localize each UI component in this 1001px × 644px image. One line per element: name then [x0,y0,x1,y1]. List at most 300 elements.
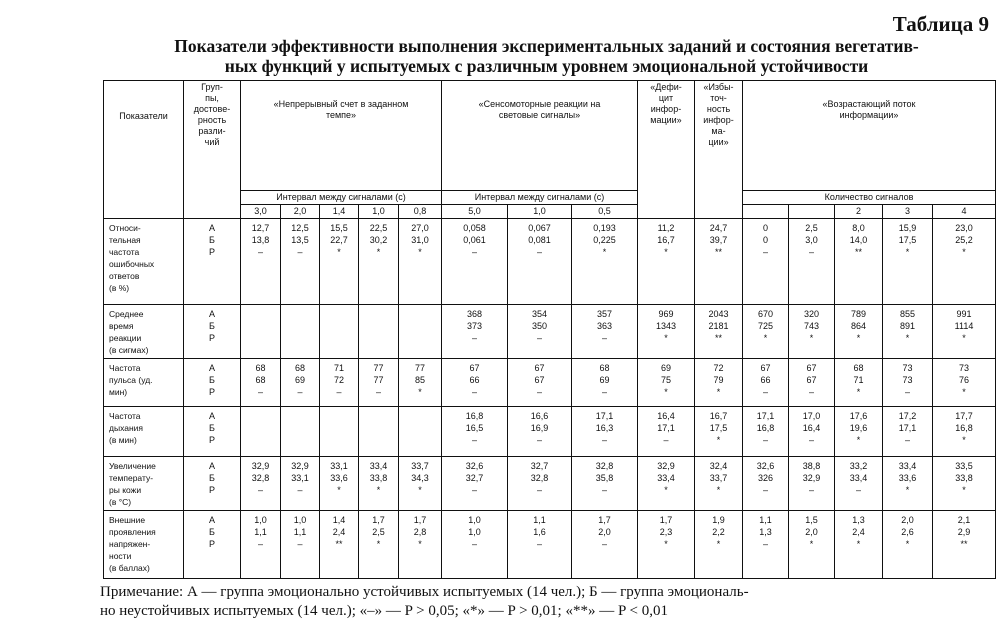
cell-value: 1,1 [254,527,267,537]
cell-value: * [905,333,910,343]
header-line: цит [658,93,674,103]
subcol-header: 1,0 [508,205,572,219]
cell-value: 67 [806,363,817,373]
cell-value: 32,6 [465,461,484,471]
cell-value: 0,193 [593,223,616,233]
cell-value: 15,5 [330,223,348,233]
table-cell [241,219,281,305]
cell-value: – [257,247,263,257]
cell-value: – [297,539,303,549]
cell-value: – [808,435,814,445]
table-cell [933,407,996,457]
table-cell [508,305,572,359]
table-cell [399,407,442,457]
cell-value: 32,6 [756,461,775,471]
cell-value: * [664,387,668,397]
cell-value: 32,7 [530,461,549,471]
cell-value: – [536,539,542,549]
table-cell [281,359,320,407]
cell-value: 991 [956,309,972,319]
row-indicator [104,511,184,579]
cell-value: – [601,539,607,549]
table-row [104,305,996,359]
cell-value: 69 [294,375,305,385]
cell-value: – [471,333,477,343]
caption-line-2: ных функций у испытуемых с различным уровнем эмоциональной устойчивости [224,56,869,76]
cell-value: – [257,387,263,397]
cell-value: 16,5 [465,423,484,433]
header-sensomotor [442,81,638,191]
cell-value [361,308,396,320]
cell-value: * [418,485,422,495]
cell-value: * [418,387,422,397]
cell-value: * [376,539,381,549]
group-line: Б [209,235,215,245]
cell-value: 8,0 [852,223,865,233]
cell-value: 0,061 [463,235,486,245]
header-line: «Избы- [703,82,734,92]
cell-value: 2181 [708,321,729,331]
cell-value: * [337,247,341,257]
cell-value: 2,4 [852,527,865,537]
cell-value: – [536,247,542,257]
cell-value [401,308,439,320]
row-indicator [104,457,184,511]
group-line: А [208,223,215,233]
cell-value: ** [854,247,862,257]
cell-value: 32,7 [465,473,484,483]
table-cell [789,457,835,511]
table-row [104,407,996,457]
table-cell [743,359,789,407]
table-cell [359,457,399,511]
cell-value: 33,8 [369,473,388,483]
table-cell [320,511,359,579]
header-line: достове- [193,104,231,114]
cell-value: 25,2 [955,235,973,245]
cell-value: 32,8 [595,461,614,471]
group-line: А [208,363,215,373]
cell-value: 68 [255,375,266,385]
caption-line-1: Показатели эффективности выполнения экспериментальных заданий и состояния вегетатив- [174,36,919,56]
cell-value: * [602,247,607,257]
table-cell [638,511,695,579]
table-cell [359,219,399,305]
table-cell [933,359,996,407]
cell-value: – [471,485,477,495]
group-line: Р [208,435,215,445]
cell-value [322,410,356,422]
table-cell [835,359,883,407]
cell-value: 1,7 [598,515,611,525]
cell-value: 77 [373,363,384,373]
cell-value: 68 [255,363,266,373]
cell-value: * [962,485,966,495]
cell-value: 67 [469,363,480,373]
cell-value: 16,4 [802,423,821,433]
table-cell [835,219,883,305]
indicator-line: (в %) [109,283,130,293]
table-cell [508,219,572,305]
cell-value: * [856,333,861,343]
subcol-header: 2,0 [281,205,320,219]
table-cell [743,457,789,511]
header-line: информации» [839,110,899,120]
cell-value: 32,9 [802,473,821,483]
table-cell [695,359,743,407]
cell-value: 969 [658,309,674,319]
cell-value: * [962,387,966,397]
cell-value: 0,081 [528,235,551,245]
subcol-header: 4 [933,205,996,219]
cell-value: 71 [853,375,864,385]
cell-value: – [257,485,263,495]
cell-value [361,410,396,422]
table-cell [743,511,789,579]
cell-value: * [763,333,768,343]
cell-value: 27,0 [411,223,429,233]
group-line: Б [209,423,215,433]
cell-value: 12,5 [291,223,309,233]
cell-value: 32,9 [657,461,675,471]
cell-value: 33,4 [849,473,868,483]
cell-value: 66 [760,375,771,385]
table-cell [933,511,996,579]
table-caption [100,36,993,76]
cell-value: 73 [902,375,913,385]
subcol-header: 1,0 [359,205,399,219]
group-line: Р [208,539,215,549]
table-cell [241,407,281,457]
header-line: ции» [708,137,729,147]
cell-value: 32,8 [530,473,549,483]
table-cell [638,359,695,407]
cell-value: 17,0 [802,411,821,421]
cell-value: 32,9 [291,461,309,471]
cell-value: 72 [333,375,344,385]
group-line: Р [208,387,215,397]
cell-value: 67 [806,375,817,385]
group-line: Р [208,247,215,257]
table-cell [883,219,933,305]
table-number: Таблица 9 [892,12,989,36]
cell-value: – [471,387,477,397]
table-cell [572,511,638,579]
cell-value [243,410,278,422]
table-cell [320,407,359,457]
table-cell [399,305,442,359]
cell-value: – [471,247,477,257]
cell-value: * [905,485,910,495]
header-line: «Дефи- [650,82,682,92]
cell-value: 1,7 [372,515,385,525]
table-cell [743,305,789,359]
cell-value: – [601,435,607,445]
cell-value: 0,058 [463,223,486,233]
cell-value: – [855,485,861,495]
table-cell [572,407,638,457]
cell-value: 67 [760,363,771,373]
cell-value: 32,4 [709,461,728,471]
table-cell [789,219,835,305]
header-interval-1: Интервал между сигналами (с) [241,191,442,205]
table-cell [883,305,933,359]
cell-value: – [762,485,768,495]
cell-value: 22,7 [330,235,348,245]
table-cell [241,511,281,579]
cell-value: 1343 [655,321,677,331]
table-cell [320,305,359,359]
cell-value: 0 [762,223,768,233]
subcol-header: 0,5 [572,205,638,219]
header-line: инфор- [650,104,682,114]
cell-value: 1,0 [468,515,481,525]
cell-value: 68 [599,363,610,373]
indicator-line: время [109,321,134,331]
cell-value: 71 [333,363,344,373]
cell-value [283,410,317,422]
table-cell [241,457,281,511]
cell-value: 33,4 [657,473,675,483]
table-cell [789,305,835,359]
table-cell [442,359,508,407]
cell-value: 33,4 [369,461,388,471]
cell-value: 23,0 [955,223,973,233]
group-line: А [208,309,215,319]
cell-value: 670 [757,309,774,319]
cell-value: 2,3 [659,527,673,537]
cell-value: – [762,247,768,257]
cell-value [243,308,278,320]
table-cell [933,219,996,305]
header-count: Количество сигналов [743,191,996,205]
cell-value: 357 [596,309,613,319]
cell-value: 789 [850,309,867,319]
indicator-line: Относи- [109,223,141,233]
cell-value: * [962,333,966,343]
subcol-header: 1,4 [320,205,359,219]
cell-value: * [418,247,422,257]
table-cell [695,407,743,457]
indicator-line: напряжен- [109,539,151,549]
cell-value: 14,0 [849,235,868,245]
cell-value: * [856,387,861,397]
cell-value: 33,7 [709,473,728,483]
indicator-line: тельная [109,235,141,245]
cell-value: – [471,539,477,549]
cell-value: * [664,247,668,257]
subcol-header: 3,0 [241,205,281,219]
cell-value: 0,225 [593,235,616,245]
subcol-header: 0,8 [399,205,442,219]
table-cell [281,407,320,457]
table-cell [399,457,442,511]
cell-value: * [664,333,668,343]
indicator-line: (в мин) [109,435,137,445]
cell-value: * [809,539,814,549]
cell-value: – [601,333,607,343]
indicator-line: Частота [109,411,141,421]
cell-value: * [664,539,668,549]
cell-value: 1,4 [332,515,346,525]
cell-value: 363 [596,321,613,331]
cell-value: 725 [757,321,774,331]
cell-value: * [716,539,721,549]
cell-value: 891 [899,321,916,331]
header-line: Груп- [201,82,223,92]
cell-value: 73 [902,363,913,373]
cell-value: 2,0 [805,527,818,537]
cell-value: ** [335,539,343,549]
cell-value: 1,3 [852,515,865,525]
cell-value: – [904,435,910,445]
table-cell [933,305,996,359]
row-indicator [104,407,184,457]
row-indicator [104,359,184,407]
cell-value: 16,7 [709,411,728,421]
table-cell [835,511,883,579]
cell-value: 2,4 [332,527,346,537]
indicator-line: мин) [109,387,128,397]
table-cell [835,407,883,457]
cell-value: – [536,435,542,445]
cell-value: * [962,247,966,257]
cell-value: 1,5 [805,515,818,525]
cell-value: 32,8 [251,473,270,483]
cell-value: 1,0 [468,527,481,537]
cell-value: 1,1 [759,515,772,525]
table-cell [883,457,933,511]
row-groups [184,219,241,305]
cell-value: – [297,247,303,257]
indicator-line: проявления [109,527,156,537]
row-groups [184,407,241,457]
table-cell [241,305,281,359]
cell-value: – [601,387,607,397]
cell-value: 67 [534,375,545,385]
cell-value: 0 [762,235,768,245]
cell-value: * [716,435,721,445]
cell-value: 17,7 [955,411,973,421]
cell-value: – [297,387,303,397]
cell-value: 33,2 [849,461,868,471]
cell-value: 33,6 [898,473,917,483]
table-cell [638,305,695,359]
indicator-line: ры кожи [109,485,142,495]
cell-value: 31,0 [411,235,429,245]
cell-value: 33,1 [330,461,348,471]
header-line: инфор- [703,115,734,125]
cell-value: 1,9 [712,515,725,525]
row-indicator [104,219,184,305]
cell-value: 38,8 [802,461,821,471]
group-line: Б [209,321,215,331]
cell-value: ** [714,247,722,257]
header-line: рность [197,115,227,125]
indicator-line: дыхания [109,423,143,433]
cell-value: 35,8 [595,473,614,483]
table-cell [241,359,281,407]
note-line-1: Примечание: А — группа эмоционально устойчивых испытуемых (14 чел.); Б — группа эмоциональ- [100,584,749,600]
header-line: ма- [711,126,726,136]
table-cell [743,407,789,457]
indicator-line: реакции [109,333,142,343]
cell-value: – [601,485,607,495]
cell-value: 855 [899,309,916,319]
table-cell [638,219,695,305]
table-row [104,219,996,305]
cell-value: 1114 [954,321,974,331]
table-cell [835,305,883,359]
table-cell [572,305,638,359]
cell-value: 16,8 [955,423,973,433]
cell-value: 79 [713,375,724,385]
table-cell [399,219,442,305]
cell-value: 3,0 [805,235,818,245]
header-line: пы, [205,93,219,103]
subcol-header: 2 [835,205,883,219]
cell-value: * [905,247,910,257]
cell-value: 1,1 [533,515,546,525]
cell-value: 69 [660,363,671,373]
cell-value: 75 [660,375,671,385]
cell-value: * [376,485,381,495]
note-line-2: но неустойчивых испытуемых (14 чел.); «–» — P > 0,05; «*» — P > 0,01; «**» — P < 0,01 [100,603,668,619]
table-cell [359,305,399,359]
cell-value [283,308,317,320]
header-line: разли- [198,126,226,136]
cell-value: * [418,539,422,549]
cell-value: 77 [414,363,425,373]
table-cell [359,359,399,407]
indicator-line: (в °С) [109,497,132,507]
header-interval-2: Интервал между сигналами (с) [442,191,638,205]
cell-value: 33,4 [898,461,917,471]
indicator-line: (в баллах) [109,563,150,573]
table-row [104,359,996,407]
table-cell [399,359,442,407]
indicator-line: (в сигмах) [109,345,149,355]
cell-value: * [716,485,721,495]
cell-value: * [337,485,341,495]
header-continuous [241,81,442,191]
cell-value: 373 [466,321,483,331]
header-flow [743,81,996,191]
cell-value: 1,7 [659,515,673,525]
group-line: А [208,411,215,421]
cell-value: – [375,387,381,397]
header-line: световые сигналы» [498,110,581,120]
cell-value: 16,8 [756,423,775,433]
cell-value: 30,2 [369,235,388,245]
cell-value: – [536,333,542,343]
cell-value: 864 [850,321,867,331]
cell-value: 2,0 [598,527,611,537]
cell-value: 17,5 [898,235,917,245]
table-cell [743,219,789,305]
cell-value: 350 [531,321,548,331]
cell-value: 77 [373,375,384,385]
cell-value: 33,7 [411,461,429,471]
cell-value: 33,6 [330,473,348,483]
cell-value: 16,4 [657,411,675,421]
cell-value: ** [960,539,968,549]
indicator-line: пульса (уд. [109,375,153,385]
group-line: А [208,515,215,525]
cell-value: – [257,539,263,549]
table-cell [695,457,743,511]
indicator-line: Увеличение [109,461,156,471]
